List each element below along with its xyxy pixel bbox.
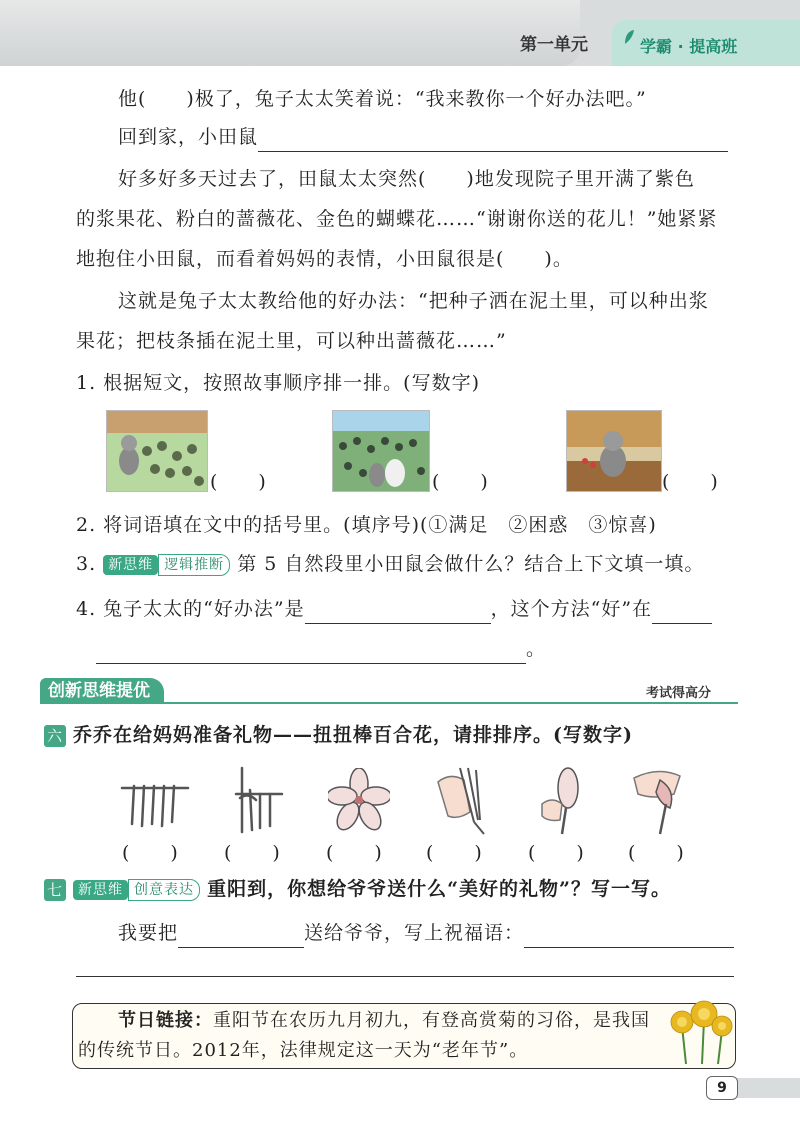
question-7-line	[118, 918, 734, 948]
craft-step-image-5	[532, 764, 592, 836]
question-4-prefix: 4. 兔子太太的“好办法”是	[76, 598, 305, 620]
answer-paren-pic-1[interactable]: ( )	[210, 471, 267, 493]
craft-step-image-2	[226, 764, 286, 836]
answer-blank-gift[interactable]	[178, 923, 304, 948]
answer-blank-q4-c[interactable]	[96, 639, 526, 664]
question-4	[76, 594, 712, 624]
creative-tag: 创意表达	[128, 879, 200, 901]
festival-text-1: 重阳节在农历九月初九，有登高赏菊的习俗，是我国	[213, 1010, 650, 1031]
question-6-text: 乔乔在给妈妈准备礼物——扭扭棒百合花，请排排序。(写数字)	[73, 724, 634, 746]
story-line-6: 这就是兔子太太教给他的好办法：“把种子洒在泥土里，可以种出浆	[118, 290, 709, 312]
story-picture-3	[566, 410, 662, 492]
question-4-line-2	[96, 634, 546, 664]
page-number: 9	[706, 1076, 738, 1100]
story-line-5: 地抱住小田鼠，而看着妈妈的表情，小田鼠很是( )。	[76, 248, 573, 270]
question-7	[44, 874, 671, 904]
unit-label: 第一单元	[520, 35, 588, 55]
brand-label: 学霸 · 提高班	[640, 37, 738, 56]
answer-blank-q4-b[interactable]	[652, 599, 712, 624]
new-thinking-tag-2: 新思维	[73, 880, 128, 900]
story-line-2	[118, 122, 728, 152]
answer-paren-pic-2[interactable]: ( )	[432, 471, 489, 493]
logic-tag: 逻辑推断	[158, 554, 230, 576]
leaf-icon	[622, 28, 636, 46]
story-picture-2	[332, 410, 430, 492]
answer-paren-pic-3[interactable]: ( )	[662, 471, 719, 493]
question-6	[44, 720, 633, 750]
new-thinking-tag: 新思维	[103, 555, 158, 575]
story-line-3: 好多好多天过去了，田鼠太太突然( )地发现院子里开满了紫色	[118, 168, 695, 190]
answer-paren-step-1[interactable]: ( )	[122, 842, 179, 864]
question-3-number: 3.	[76, 553, 97, 575]
question-7-text: 重阳到，你想给爷爷送什么“美好的礼物”？写一写。	[207, 878, 671, 900]
question-3-text: 第 5 自然段里小田鼠会做什么？结合上下文填一填。	[237, 553, 705, 575]
question-7-line-a: 我要把	[118, 922, 179, 944]
page-number-bar	[736, 1078, 800, 1098]
section-title: 创新思维提优	[40, 678, 164, 704]
question-1: 1. 根据短文，按照故事顺序排一排。(写数字)	[76, 372, 480, 394]
answer-blank-blessing[interactable]	[524, 923, 734, 948]
story-line-1: 他( )极了，兔子太太笑着说：“我来教你一个好办法吧。”	[118, 88, 647, 110]
craft-step-image-3	[328, 768, 390, 832]
answer-blank-story[interactable]	[258, 127, 728, 152]
section-subtitle: 考试得高分	[646, 686, 712, 701]
craft-step-image-6	[630, 764, 694, 836]
festival-text-2: 的传统节日。2012年，法律规定这一天为“老年节”。	[78, 1040, 529, 1061]
question-7-line-b: 送给爷爷，写上祝福语：	[304, 922, 525, 944]
chrysanthemum-icon	[664, 996, 736, 1066]
answer-paren-step-6[interactable]: ( )	[628, 842, 685, 864]
answer-paren-step-3[interactable]: ( )	[326, 842, 383, 864]
question-6-number: 六	[44, 725, 66, 747]
festival-line-1	[118, 1006, 650, 1036]
story-line-2-prefix: 回到家，小田鼠	[118, 126, 259, 148]
question-2: 2. 将词语填在文中的括号里。(填序号)(①满足 ②困惑 ③惊喜)	[76, 514, 657, 536]
header-left-panel	[0, 0, 580, 66]
craft-step-image-1	[118, 764, 190, 836]
answer-paren-step-2[interactable]: ( )	[224, 842, 281, 864]
answer-blank-q4-a[interactable]	[305, 599, 491, 624]
story-line-4: 的浆果花、粉白的蔷薇花、金色的蝴蝶花……“谢谢你送的花儿！”她紧紧	[76, 208, 718, 230]
craft-step-image-4	[430, 762, 496, 836]
story-line-7: 果花；把枝条插在泥土里，可以种出蔷薇花……”	[76, 330, 507, 352]
question-4-middle: ，这个方法“好”在	[490, 598, 653, 620]
festival-label: 节日链接：	[118, 1010, 213, 1031]
story-picture-1	[106, 410, 208, 492]
answer-paren-step-5[interactable]: ( )	[528, 842, 585, 864]
question-3	[76, 549, 704, 579]
answer-blank-full-line[interactable]	[76, 976, 734, 977]
answer-paren-step-4[interactable]: ( )	[426, 842, 483, 864]
question-4-end: 。	[526, 638, 547, 660]
question-7-number: 七	[44, 879, 66, 901]
